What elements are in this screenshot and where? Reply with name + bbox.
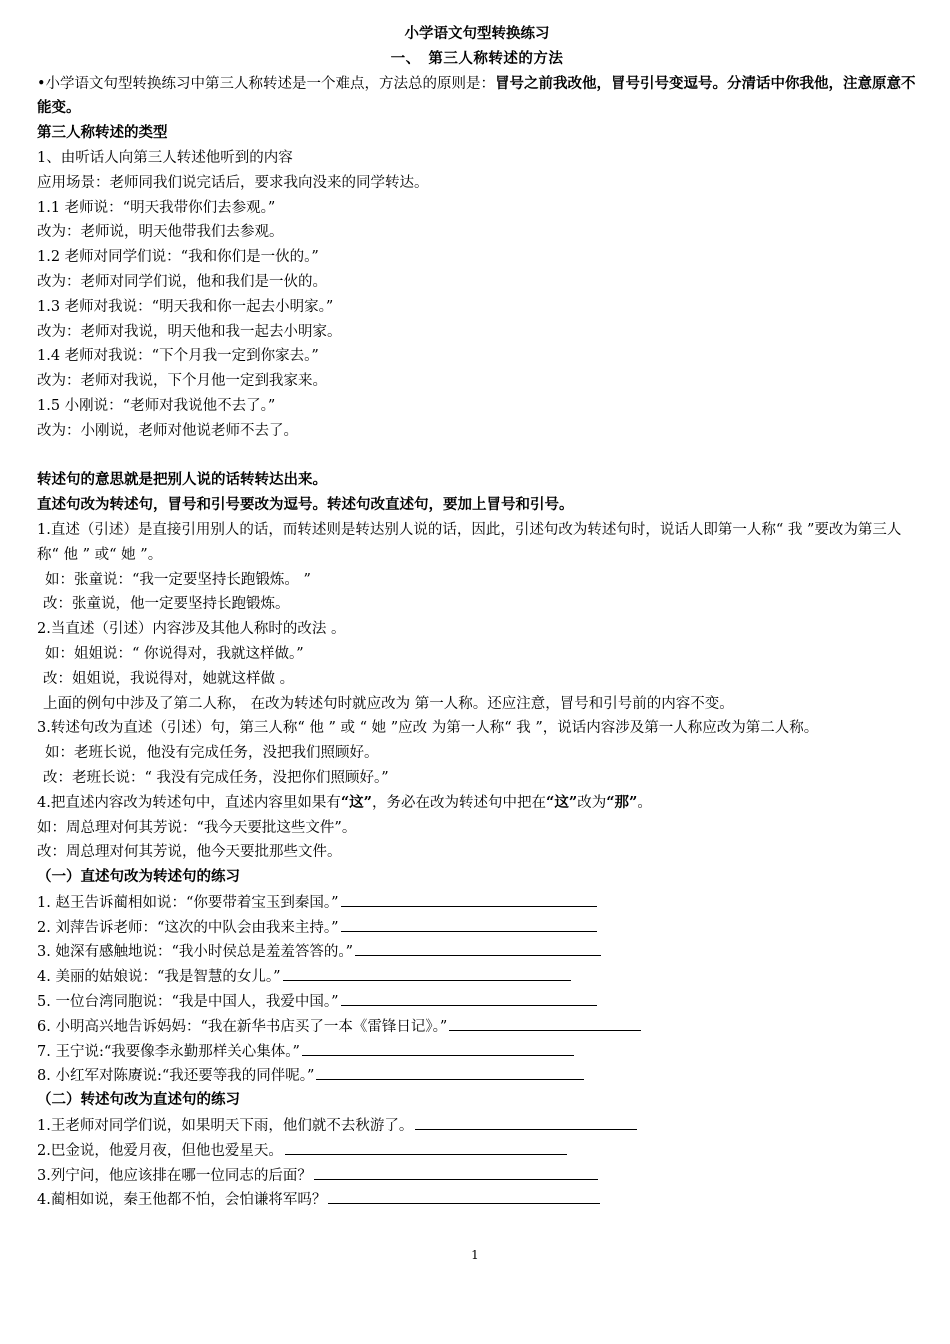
exercise-item [37,939,917,964]
intro-rule: 冒号之前我改他，冒号引号变逗号。分清话中你我他，注意原意不能变。 [37,74,916,117]
rule-3-example: 如：老班长说，他没有完成任务，没把我们照顾好。 [45,745,379,762]
rule-4-keyword: “这” [340,793,373,811]
example-answer: 改为：老师对同学们说，他和我们是一伙的。 [37,273,327,290]
example-question: 1.5 小刚说：“老师对我说他不去了。” [37,397,276,414]
rule-1-example: 如：张童说：“我一定要坚持长跑锻炼。 ” [45,571,311,588]
scene-line: 应用场景：老师同我们说完话后，要求我向没来的同学转达。 [37,174,429,191]
exercise-prompt: 4. 美丽的姑娘说：“我是智慧的女儿。” [37,969,281,986]
exercise-item [37,1039,917,1064]
example-question: 1.2 老师对同学们说：“我和你们是一伙的。” [37,249,319,266]
document-title: 小学语文句型转换练习 [404,25,550,42]
section-heading: 一、 第三人称转述的方法 [390,49,564,67]
answer-blank[interactable] [341,915,597,932]
document-body [37,22,917,1212]
answer-blank[interactable] [341,989,597,1006]
rule-4-text: 4.把直述内容改为转述句中，直述内容里如果有 [37,794,341,811]
rule-3-paragraph: 3.转述句改为直述（引述）句，第三人称“ 他 ” 或 “ 她 ”应改 为第一人称“ 我 ”，说话内容涉及第一人称应改为第二人称。 [37,720,819,737]
exercise-item [37,915,917,940]
example-answer: 改为：老师说，明天他带我们去参观。 [37,224,284,241]
example-question: 1.4 老师对我说：“下个月我一定到你家去。” [37,348,319,365]
example-answer: 改为：老师对我说，下个月他一定到我家来。 [37,373,327,390]
rule-1-paragraph: 1.直述（引述）是直接引用别人的话，而转述则是转达别人说的话，因此，引述句改为转述句时，说话人即第一人称“ 我 ”要改为第三人称“ 他 ” 或“ 她 ”。 [37,521,902,563]
answer-blank[interactable] [283,964,571,981]
exercise-prompt: 5. 一位台湾同胞说：“我是中国人，我爱中国。” [37,994,339,1011]
intro-text: •小学语文句型转换练习中第三人称转述是一个难点，方法总的原则是： [37,75,496,92]
exercise-prompt: 8. 小红军对陈赓说:“我还要等我的同伴呢。” [37,1068,315,1085]
meaning-line: 转述句的意思就是把别人说的话转转达出来。 [37,471,327,489]
page-number: 1 [471,1248,479,1262]
exercise-item [37,890,917,915]
example-question: 1.3 老师对我说：“明天我和你一起去小明家。” [37,298,334,315]
exercise-item [37,1138,917,1163]
answer-blank[interactable] [415,1113,637,1130]
example-answer: 改为：老师对我说，明天他和我一起去小明家。 [37,323,342,340]
types-heading: 第三人称转述的类型 [37,124,168,142]
rule-summary-line: 直述句改为转述句，冒号和引号要改为逗号。转述句改直述句，要加上冒号和引号。 [37,496,574,514]
answer-blank[interactable] [314,1163,598,1180]
answer-blank[interactable] [285,1138,567,1155]
exercise-item [37,964,917,989]
intro-paragraph [37,72,917,122]
answer-blank[interactable] [341,890,597,907]
exercise-item [37,1014,917,1039]
rule-2-example: 如：姐姐说：“ 你说得对，我就这样做。” [45,645,304,662]
rule-2-paragraph: 2.当直述（引述）内容涉及其他人称时的改法 。 [37,621,346,638]
answer-blank[interactable] [355,939,601,956]
exercise-prompt: 1.王老师对同学们说，如果明天下雨，他们就不去秋游了。 [37,1118,414,1135]
rule-4-paragraph [37,791,917,816]
rule-4-answer: 改：周总理对何其芳说，他今天要批那些文件。 [37,844,342,861]
exercise-item [37,1063,917,1088]
rule-4-keyword: “这” [546,793,578,811]
exercise-prompt: 6. 小明高兴地告诉妈妈：“我在新华书店买了一本《雷锋日记》。” [37,1018,448,1035]
exercise-prompt: 3.列宁问，他应该排在哪一位同志的后面？ [37,1167,312,1184]
exercise-item [37,989,917,1014]
answer-blank[interactable] [302,1039,574,1056]
rule-4-text: ，务必在改为转述句中把在 [372,794,547,811]
rule-2-answer: 改：姐姐说，我说得对，她就这样做 。 [43,670,295,687]
answer-blank[interactable] [449,1014,641,1031]
answer-blank[interactable] [328,1187,600,1204]
rule-3-answer: 改：老班长说：“ 我没有完成任务，没把你们照顾好。” [43,769,389,786]
exercise-item [37,1187,917,1212]
example-question: 1.1 老师说：“明天我带你们去参观。” [37,199,276,216]
rule-4-text: 改为 [577,794,607,811]
exercise-prompt: 1. 赵王告诉蔺相如说：“你要带着宝玉到秦国。” [37,894,339,911]
answer-blank[interactable] [316,1063,584,1080]
rule-4-keyword: “那” [606,793,638,811]
rule-2-note: 上面的例句中涉及了第二人称， 在改为转述句时就应改为 第一人称。还应注意，冒号和引号前的内容不变。 [43,695,734,712]
exercise-prompt: 7. 王宁说:“我要像李永勤那样关心集体。” [37,1043,300,1060]
type-1-line: 1、由听话人向第三人转述他听到的内容 [37,149,293,166]
exercise-prompt: 4.蔺相如说，秦王他都不怕，会怕谦将军吗？ [37,1192,327,1209]
exercise-prompt: 3. 她深有感触地说：“我小时侯总是羞羞答答的。” [37,944,354,961]
blank-spacer [37,444,917,469]
exercise-item [37,1163,917,1188]
exercise-prompt: 2. 刘萍告诉老师：“这次的中队会由我来主持。” [37,919,339,936]
exercise-prompt: 2.巴金说，他爱月夜，但他也爱星天。 [37,1142,283,1159]
exercise-item [37,1113,917,1138]
rule-4-text: 。 [637,794,652,811]
rule-1-answer: 改：张童说，他一定要坚持长跑锻炼。 [43,596,290,613]
rule-4-example: 如：周总理对何其芳说：“我今天要批这些文件”。 [37,819,357,836]
exercise-1-heading: （一）直述句改为转述句的练习 [37,868,240,886]
example-answer: 改为：小刚说，老师对他说老师不去了。 [37,422,298,439]
exercise-2-heading: （二）转述句改为直述句的练习 [37,1091,240,1109]
